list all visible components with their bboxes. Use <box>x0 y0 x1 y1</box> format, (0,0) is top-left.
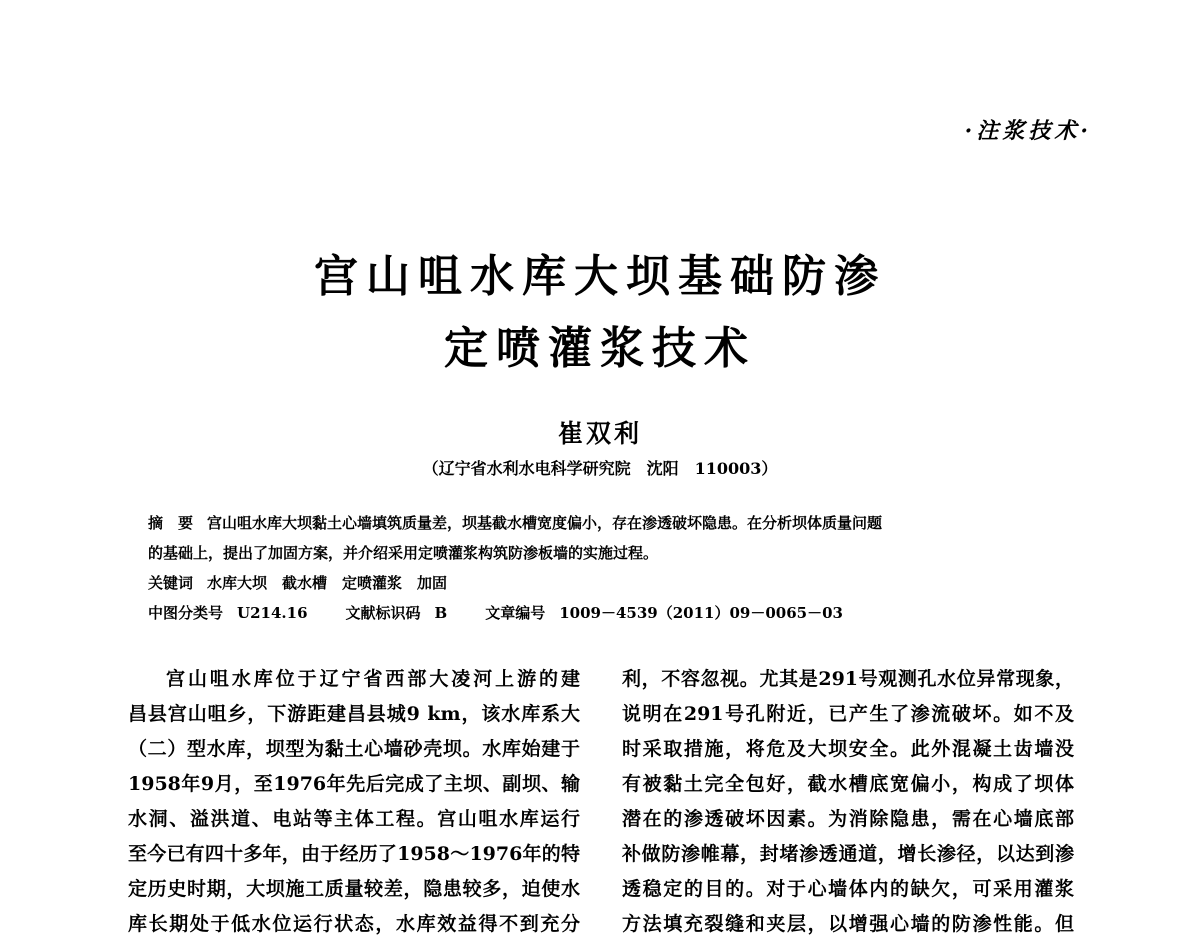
body-line: 方法填充裂缝和夹层，以增强心墙的防渗性能。但 <box>622 913 1074 935</box>
body-line: 宫山咀水库位于辽宁省西部大凌河上游的建 <box>166 668 580 690</box>
clc-value: U214.16 <box>237 604 308 622</box>
body-line: 潜在的渗透破坏因素。为消除隐患，需在心墙底部 <box>622 808 1074 830</box>
abstract-text-1: 宫山咀水库大坝黏土心墙填筑质量差，坝基截水槽宽度偏小，存在渗透破坏隐患。在分析坝体质量问题 <box>207 514 883 532</box>
classification-line <box>148 602 1078 623</box>
body-column-left <box>128 662 580 942</box>
keywords-line <box>148 572 1078 593</box>
abstract-line-1 <box>148 512 1078 533</box>
article-number-label: 文章编号 <box>485 604 546 622</box>
body-line: 定历史时期，大坝施工质量较差，隐患较多，迫使水 <box>128 878 580 900</box>
body-line: 库长期处于低水位运行状态，水库效益得不到充分 <box>128 913 580 935</box>
body-column-right <box>622 662 1074 942</box>
abstract-text-2: 的基础上，提出了加固方案，并介绍采用定喷灌浆构筑防渗板墙的实施过程。 <box>148 544 659 562</box>
author-affiliation: （辽宁省水利水电科学研究院 沈阳 110003） <box>422 459 778 478</box>
body-line: 有被黏土完全包好，截水槽底宽偏小，构成了坝体 <box>622 773 1074 795</box>
body-line: 昌县宫山咀乡，下游距建昌县城9 km，该水库系大 <box>128 703 580 725</box>
section-tag: ·注浆技术· <box>964 118 1092 144</box>
body-line: 说明在291号孔附近，已产生了渗流破坏。如不及 <box>622 703 1074 725</box>
body-line: 透稳定的目的。对于心墙体内的缺欠，可采用灌浆 <box>622 878 1074 900</box>
body-line: 补做防渗帷幕，封堵渗透通道，增长渗径，以达到渗 <box>622 843 1074 865</box>
body-line: 至今已有四十多年，由于经历了1958～1976年的特 <box>128 843 580 865</box>
abstract-label: 摘 要 <box>148 514 194 532</box>
author-name: 崔双利 <box>557 419 642 448</box>
article-title-line-1: 宫山咀水库大坝基础防渗 <box>314 251 886 302</box>
body-line: 利，不容忽视。尤其是291号观测孔水位异常现象， <box>622 668 1074 690</box>
keywords-label: 关键词 <box>148 574 194 592</box>
body-line: （二）型水库，坝型为黏土心墙砂壳坝。水库始建于 <box>128 738 580 760</box>
doc-code-label: 文献标识码 <box>345 604 421 622</box>
body-line: 1958年9月，至1976年先后完成了主坝、副坝、输 <box>128 773 580 795</box>
article-title-line-2: 定喷灌浆技术 <box>444 323 756 374</box>
article-number-value: 1009－4539（2011）09－0065－03 <box>559 604 843 622</box>
clc-label: 中图分类号 <box>148 604 224 622</box>
keywords-values: 水库大坝 截水槽 定喷灌浆 加固 <box>207 574 448 592</box>
body-line: 时采取措施，将危及大坝安全。此外混凝土齿墙没 <box>622 738 1074 760</box>
body-line: 水洞、溢洪道、电站等主体工程。宫山咀水库运行 <box>128 808 580 830</box>
abstract-line-2 <box>148 542 1078 563</box>
doc-code-value: B <box>434 604 448 622</box>
